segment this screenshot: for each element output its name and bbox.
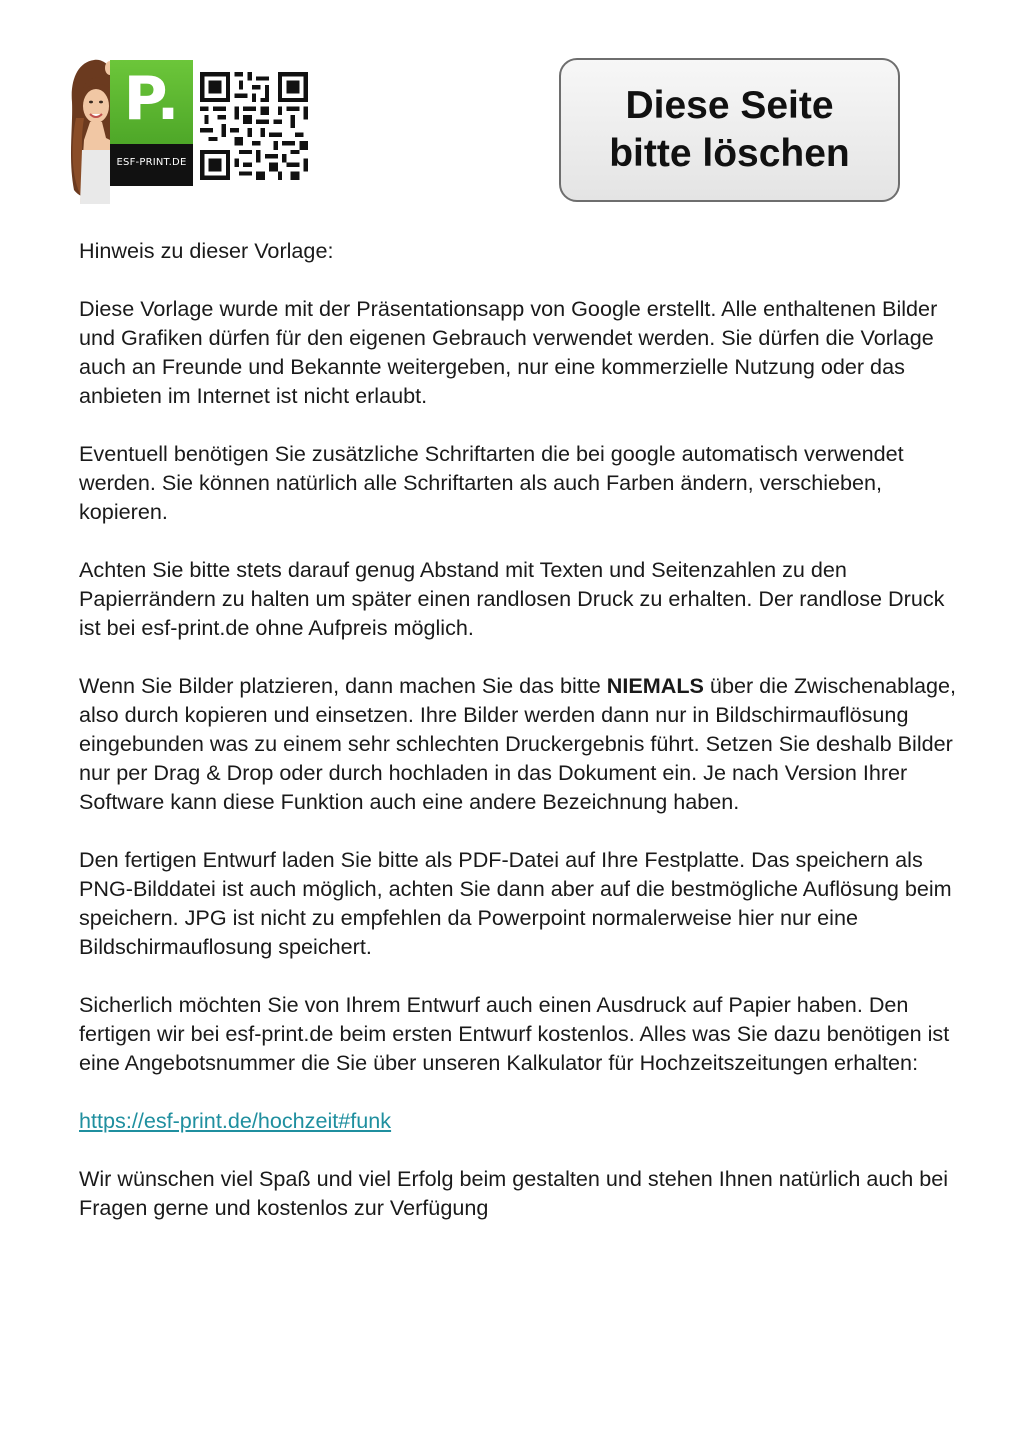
document-body — [79, 236, 959, 1251]
images-text-start: Wenn Sie Bilder platzieren, dann machen Sie das bitte — [79, 673, 607, 698]
paragraph-export: Den fertigen Entwurf laden Sie bitte als PDF-Datei auf Ihre Festplatte. Das speichern als PNG-Bilddatei ist auch möglich, achten Sie dann aber auf die bestmögliche Auflösung beim speichern. JPG ist nicht zu empfehlen da Powerpoint normalerweise hier nur eine Bildschirmauflosung speichert. — [79, 847, 952, 959]
calculator-link[interactable]: https://esf-print.de/hochzeit#funk — [79, 1108, 392, 1133]
calculator-link-line — [79, 1106, 959, 1135]
logo-letter: P. — [123, 64, 180, 134]
paragraph-margins: Achten Sie bitte stets darauf genug Abstand mit Texten und Seitenzahlen zu den Papierrändern zu halten um später einen randlosen Druck zu erhalten. Der randlose Druck ist bei esf-print.de ohne Aufpreis möglich. — [79, 557, 945, 640]
images-text-end: über die Zwischenablage, also durch kopieren und einsetzen. Ihre Bilder werden dann nur in Bildschirmauflösung eingebunden was zu einem sehr schlechten Druckergebnis führt. Setzen Sie deshalb Bilder nur per Drag & Drop oder durch hochladen in das Dokument ein. Je nach Version Ihrer Software kann diese Funktion auch eine andere Bezeichnung haben. — [79, 673, 957, 814]
paragraph-fonts: Eventuell benötigen Sie zusätzliche Schriftarten die bei google automatisch verwendet werden. Sie können natürlich alle Schriftarten als auch Farben ändern, verschieben, kopieren. — [79, 441, 904, 524]
paragraph-images — [79, 671, 959, 816]
delete-notice-line2: bitte löschen — [609, 132, 850, 175]
logo-green-block — [110, 60, 193, 144]
paragraph-print-offer: Sicherlich möchten Sie von Ihrem Entwurf auch einen Ausdruck auf Papier haben. Den fertigen wir bei esf-print.de beim ersten Entwurf kostenlos. Alles was Sie dazu benötigen ist eine Angebotsnummer die Sie über unseren Kalkulator für Hochzeitszeitungen erhalten: — [79, 992, 950, 1075]
paragraph-template-info: Diese Vorlage wurde mit der Präsentationsapp von Google erstellt. Alle enthaltenen Bilder und Grafiken dürfen für den eigenen Gebrauch verwendet werden. Sie dürfen die Vorlage auch an Freunde und Bekannte weitergeben, nur eine kommerzielle Nutzung oder das anbieten im Internet ist nicht erlaubt. — [79, 296, 938, 408]
logo-black-block — [110, 144, 193, 186]
delete-page-notice — [559, 58, 900, 202]
images-text-bold: NIEMALS — [606, 673, 704, 698]
document-heading: Hinweis zu dieser Vorlage: — [79, 238, 334, 263]
logo-text: ESF-PRINT.DE — [116, 157, 187, 168]
delete-notice-line1: Diese Seite — [625, 84, 834, 127]
qr-code-icon — [200, 72, 308, 180]
paragraph-closing: Wir wünschen viel Spaß und viel Erfolg beim gestalten und stehen Ihnen natürlich auch bei Fragen gerne und kostenlos zur Verfügung — [79, 1166, 949, 1220]
esf-print-logo — [110, 60, 193, 186]
header-logo — [66, 58, 316, 204]
